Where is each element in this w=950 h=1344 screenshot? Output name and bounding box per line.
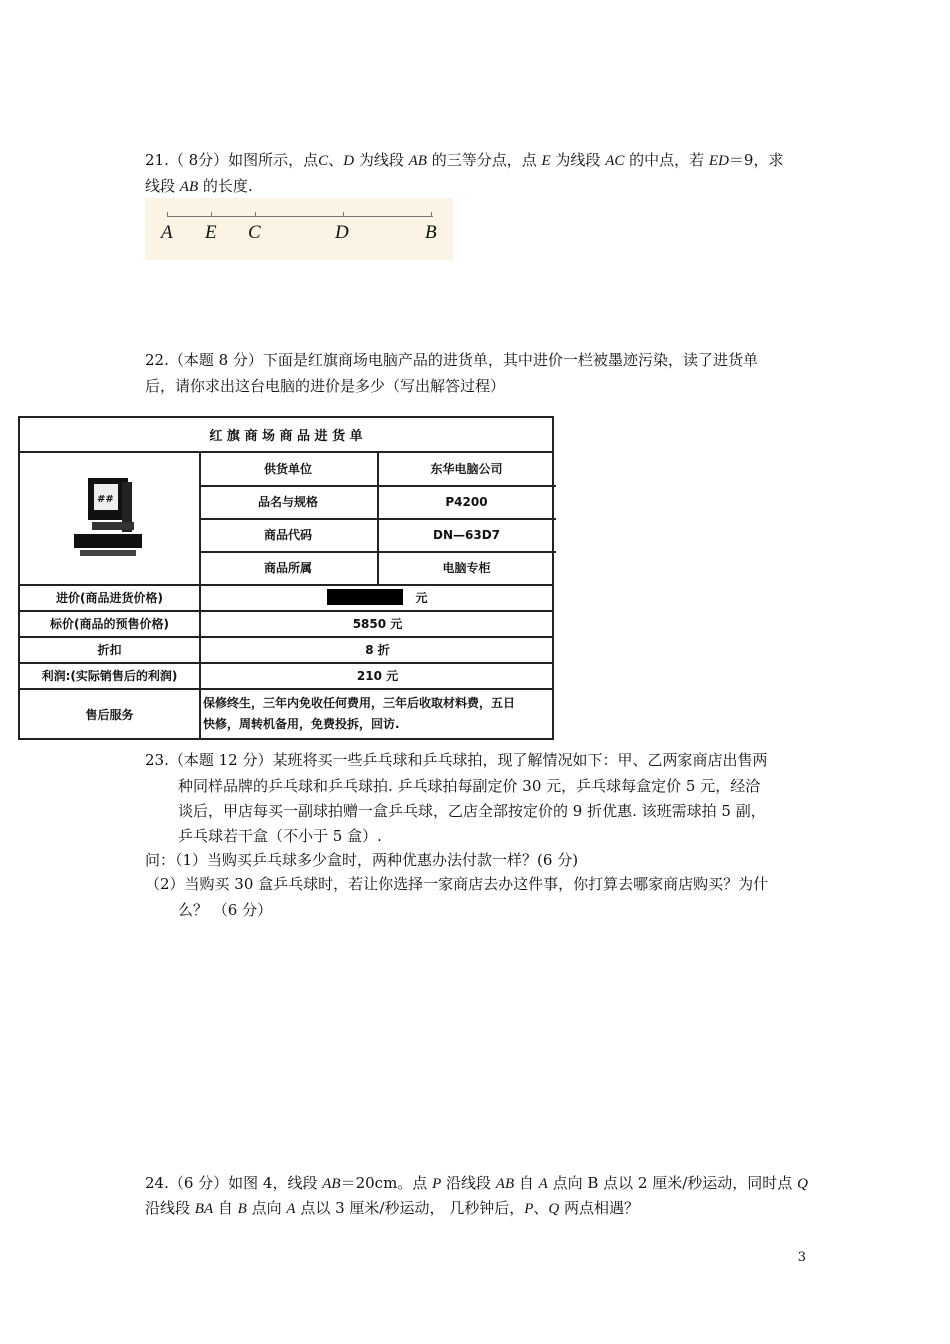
profit-value: 210 元 bbox=[356, 668, 399, 683]
profit-label: 利润:(实际销售后的利润) bbox=[41, 668, 178, 683]
tick-e bbox=[211, 212, 212, 217]
tick-a bbox=[167, 212, 168, 217]
segment-figure bbox=[145, 198, 453, 260]
label-c: C bbox=[248, 222, 261, 243]
purchase-order-table bbox=[18, 416, 554, 740]
service-label: 售后服务 bbox=[85, 707, 134, 722]
code-label: 商品代码 bbox=[263, 528, 312, 542]
q21-line2: 线段 AB 的长度. bbox=[145, 177, 253, 195]
computer-icon bbox=[20, 451, 199, 584]
q23-line6: （2）当购买 30 盒乒乓球时，若让你选择一家商店去办这件事，你打算去哪家商店购买？为什 bbox=[145, 875, 769, 893]
segment-line bbox=[167, 216, 433, 217]
cost-unit: 元 bbox=[415, 590, 428, 605]
supplier-value: 东华电脑公司 bbox=[430, 461, 503, 476]
q23-line4: 乒乓球若干盒（不小于 5 盒）. bbox=[178, 827, 382, 845]
q22-line1: 22.（本题 8 分）下面是红旗商场电脑产品的进货单，其中进价一栏被墨迹污染，读了进货单 bbox=[145, 351, 758, 369]
label-d: D bbox=[335, 222, 349, 243]
price-value: 5850 元 bbox=[352, 616, 403, 631]
name-label: 品名与规格 bbox=[257, 495, 318, 509]
price-label: 标价(商品的预售价格) bbox=[50, 616, 169, 631]
tick-b bbox=[431, 212, 432, 217]
service-line2: 快修，周转机备用，免费投拆，回访. bbox=[203, 717, 400, 731]
q22-line2: 后，请你求出这台电脑的进价是多少（写出解答过程） bbox=[145, 377, 506, 395]
q23-line5: 问：（1）当购买乒乓球多少盒时，两种优惠办法付款一样？(6 分) bbox=[145, 851, 579, 869]
q24-line1: 24.（6 分）如图 4，线段 AB＝20cm。点 P 沿线段 AB 自 A 点向 B 点以 2 厘米/秒运动，同时点 Q bbox=[145, 1174, 808, 1192]
supplier-label: 供货单位 bbox=[263, 461, 312, 476]
label-e: E bbox=[205, 222, 217, 243]
discount-value: 8 折 bbox=[365, 642, 390, 657]
discount-label: 折扣 bbox=[97, 642, 122, 657]
ink-blot bbox=[327, 589, 403, 605]
q23-line1: 23.（本题 12 分）某班将买一些乒乓球和乒乓球拍，现了解情况如下：甲、乙两家商店出售两 bbox=[145, 751, 768, 769]
tick-c bbox=[255, 212, 256, 217]
service-line1: 保修终生，三年内免收任何费用，三年后收取材料费，五日 bbox=[203, 696, 516, 710]
cost-label: 进价(商品进货价格) bbox=[56, 590, 163, 605]
tick-d bbox=[343, 212, 344, 217]
q23-line7: 么？ （6 分） bbox=[178, 901, 273, 919]
svg-text:##: ## bbox=[96, 493, 114, 505]
label-b: B bbox=[425, 222, 437, 243]
label-a: A bbox=[161, 222, 173, 243]
belong-label: 商品所属 bbox=[263, 561, 312, 575]
name-value: P4200 bbox=[445, 494, 488, 509]
code-value: DN—63D7 bbox=[432, 527, 500, 542]
q24-line2: 沿线段 BA 自 B 点向 A 点以 3 厘米/秒运动， 几秒钟后，P、Q 两点相遇？ bbox=[145, 1199, 640, 1217]
table-title: 红 旗 商 场 商 品 进 货 单 bbox=[209, 429, 363, 444]
cost-value bbox=[199, 584, 556, 610]
q23-line3: 谈后，甲店每买一副球拍赠一盒乒乓球，乙店全部按定价的 9 折优惠. 该班需球拍 5 副， bbox=[178, 802, 766, 820]
service-value bbox=[203, 690, 553, 738]
belong-value: 电脑专柜 bbox=[442, 561, 491, 575]
page-number: 3 bbox=[797, 1250, 806, 1265]
computer-icon-svg bbox=[70, 472, 150, 564]
q21-line1: 21.（ 8分）如图所示，点C、D 为线段 AB 的三等分点，点 E 为线段 AC 的中点，若 ED＝9，求 bbox=[145, 151, 784, 169]
q23-line2: 种同样品牌的乒乓球和乒乓球拍. 乒乓球拍每副定价 30 元，乒乓球每盒定价 5 元，经洽 bbox=[178, 777, 761, 795]
